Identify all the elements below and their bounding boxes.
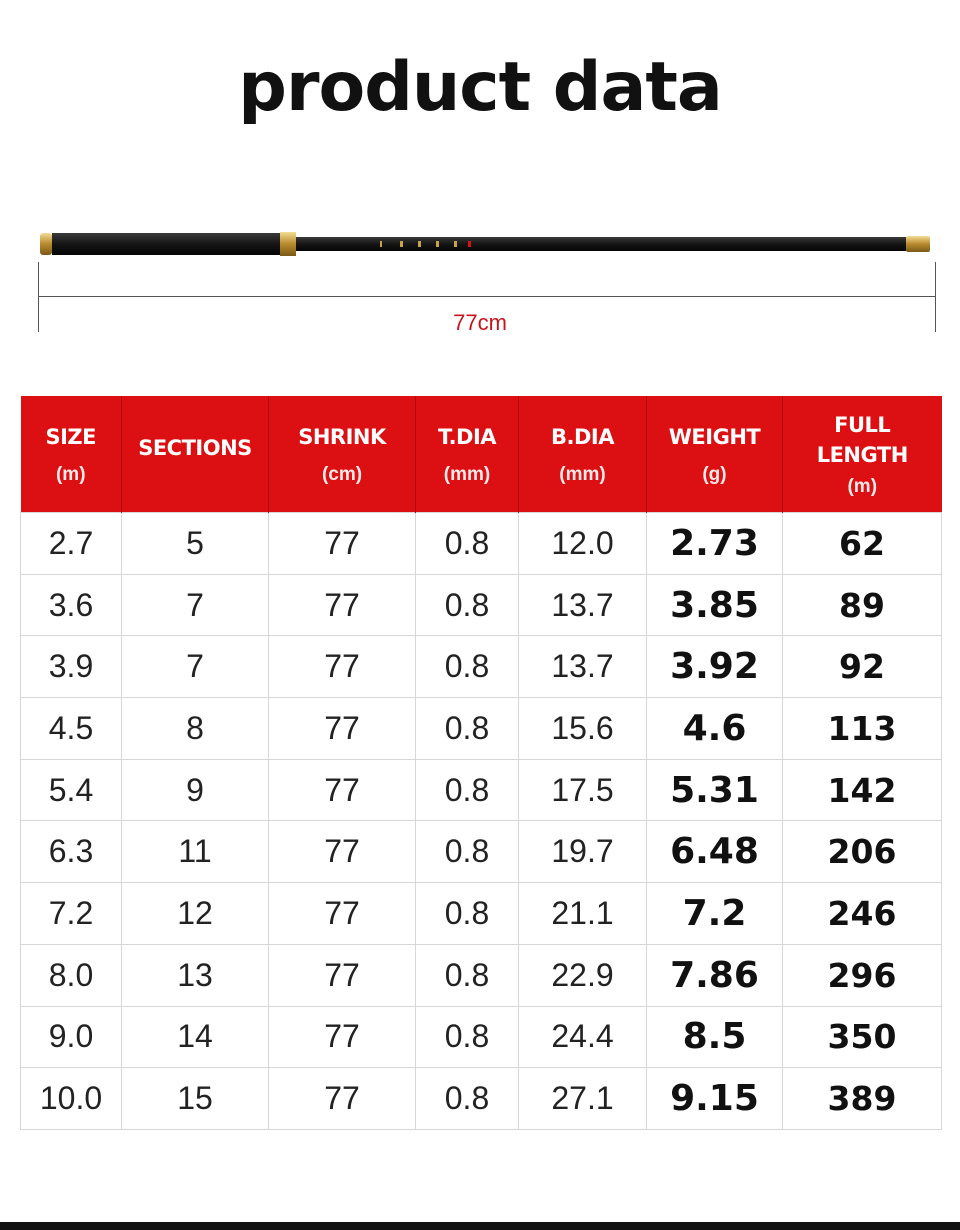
- cell-weight: 6.48: [647, 821, 783, 883]
- cell-sections: 12: [122, 883, 269, 945]
- table-row: [21, 944, 942, 1006]
- cell-size: 9.0: [21, 1006, 122, 1068]
- cell-sections: 15: [122, 1068, 269, 1130]
- cell-bdia: 21.1: [519, 883, 647, 945]
- table-row: [21, 574, 942, 636]
- cell-full-length: 92: [783, 636, 942, 698]
- table-row: [21, 883, 942, 945]
- bottom-border: [0, 1222, 960, 1230]
- cell-shrink: 77: [269, 759, 416, 821]
- cell-size: 10.0: [21, 1068, 122, 1130]
- spec-table: [20, 396, 942, 1130]
- cell-shrink: 77: [269, 698, 416, 760]
- cell-weight: 3.92: [647, 636, 783, 698]
- cell-sections: 9: [122, 759, 269, 821]
- cell-tdia: 0.8: [416, 944, 519, 1006]
- cell-bdia: 22.9: [519, 944, 647, 1006]
- table-row: [21, 821, 942, 883]
- column-header-weight: WEIGHT (g): [647, 396, 783, 513]
- cell-bdia: 13.7: [519, 574, 647, 636]
- cell-tdia: 0.8: [416, 1006, 519, 1068]
- table-row: [21, 513, 942, 575]
- cell-sections: 7: [122, 574, 269, 636]
- cell-size: 3.9: [21, 636, 122, 698]
- cell-size: 6.3: [21, 821, 122, 883]
- cell-tdia: 0.8: [416, 513, 519, 575]
- table-row: [21, 1068, 942, 1130]
- fishing-rod-image: [40, 232, 935, 256]
- cell-size: 2.7: [21, 513, 122, 575]
- cell-bdia: 27.1: [519, 1068, 647, 1130]
- cell-size: 3.6: [21, 574, 122, 636]
- cell-sections: 14: [122, 1006, 269, 1068]
- cell-weight: 7.2: [647, 883, 783, 945]
- table-header-row: [21, 396, 942, 513]
- cell-size: 5.4: [21, 759, 122, 821]
- cell-tdia: 0.8: [416, 574, 519, 636]
- cell-shrink: 77: [269, 883, 416, 945]
- cell-full-length: 142: [783, 759, 942, 821]
- cell-bdia: 13.7: [519, 636, 647, 698]
- cell-bdia: 24.4: [519, 1006, 647, 1068]
- cell-size: 4.5: [21, 698, 122, 760]
- cell-full-length: 89: [783, 574, 942, 636]
- column-header-full-length: FULL LENGTH (m): [783, 396, 942, 513]
- cell-full-length: 62: [783, 513, 942, 575]
- cell-weight: 7.86: [647, 944, 783, 1006]
- cell-tdia: 0.8: [416, 759, 519, 821]
- column-header-size: SIZE (m): [21, 396, 122, 513]
- cell-shrink: 77: [269, 1068, 416, 1130]
- cell-weight: 2.73: [647, 513, 783, 575]
- cell-sections: 7: [122, 636, 269, 698]
- table-row: [21, 759, 942, 821]
- cell-tdia: 0.8: [416, 698, 519, 760]
- column-header-shrink: SHRINK (cm): [269, 396, 416, 513]
- cell-shrink: 77: [269, 636, 416, 698]
- column-header-bdia: B.DIA (mm): [519, 396, 647, 513]
- cell-shrink: 77: [269, 574, 416, 636]
- dimension-line: [38, 296, 936, 297]
- cell-full-length: 206: [783, 821, 942, 883]
- cell-bdia: 17.5: [519, 759, 647, 821]
- cell-sections: 11: [122, 821, 269, 883]
- table-row: [21, 1006, 942, 1068]
- cell-weight: 8.5: [647, 1006, 783, 1068]
- cell-shrink: 77: [269, 821, 416, 883]
- cell-size: 7.2: [21, 883, 122, 945]
- table-row: [21, 636, 942, 698]
- page-title: product data: [238, 48, 722, 127]
- cell-bdia: 12.0: [519, 513, 647, 575]
- cell-bdia: 19.7: [519, 821, 647, 883]
- table-row: [21, 698, 942, 760]
- cell-full-length: 246: [783, 883, 942, 945]
- cell-tdia: 0.8: [416, 1068, 519, 1130]
- cell-full-length: 389: [783, 1068, 942, 1130]
- cell-sections: 5: [122, 513, 269, 575]
- cell-tdia: 0.8: [416, 883, 519, 945]
- cell-shrink: 77: [269, 1006, 416, 1068]
- cell-bdia: 15.6: [519, 698, 647, 760]
- cell-full-length: 296: [783, 944, 942, 1006]
- cell-full-length: 113: [783, 698, 942, 760]
- column-header-tdia: T.DIA (mm): [416, 396, 519, 513]
- column-header-sections: SECTIONS: [122, 396, 269, 513]
- cell-tdia: 0.8: [416, 636, 519, 698]
- cell-sections: 13: [122, 944, 269, 1006]
- cell-full-length: 350: [783, 1006, 942, 1068]
- cell-weight: 9.15: [647, 1068, 783, 1130]
- cell-weight: 5.31: [647, 759, 783, 821]
- cell-size: 8.0: [21, 944, 122, 1006]
- cell-sections: 8: [122, 698, 269, 760]
- cell-weight: 3.85: [647, 574, 783, 636]
- dimension-label: 77cm: [453, 310, 507, 335]
- cell-shrink: 77: [269, 944, 416, 1006]
- cell-weight: 4.6: [647, 698, 783, 760]
- cell-shrink: 77: [269, 513, 416, 575]
- cell-tdia: 0.8: [416, 821, 519, 883]
